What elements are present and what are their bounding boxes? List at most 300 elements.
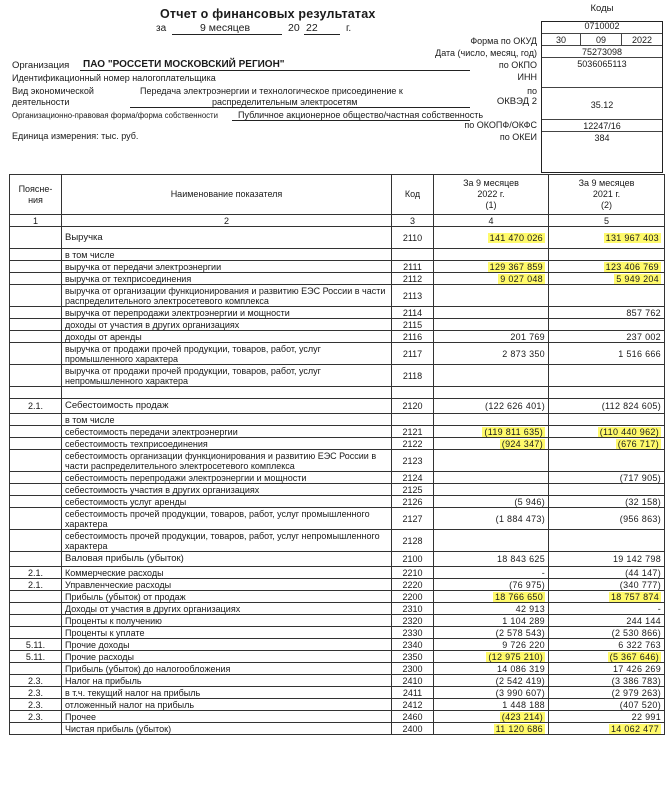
header-name: Наименование показателя (62, 175, 392, 215)
cell-name-text: Прочее (65, 711, 96, 722)
cell-name (62, 508, 392, 530)
cell-name (62, 530, 392, 552)
cell-note-text: 2.3. (27, 711, 43, 722)
date-month: 09 (595, 35, 606, 45)
cell-note (10, 319, 62, 331)
org-underline (80, 70, 470, 71)
cell-code (392, 307, 434, 319)
table-row (10, 508, 665, 530)
activity-label-2: деятельности (12, 97, 70, 107)
cell-name-text: себестоимость прочей продукции, товаров, работ, услуг непромышленного характера (65, 530, 380, 551)
cell-note-text: 5.11. (25, 651, 46, 662)
cell-value-2021 (549, 591, 665, 603)
year-underline (304, 34, 340, 35)
cell-code-text: 2117 (402, 348, 423, 359)
cell-note-text: 2.3. (27, 699, 43, 710)
cell-value-2022 (434, 567, 549, 579)
cell-value-2021 (549, 496, 665, 508)
header-2021-line3: (2) (601, 200, 612, 210)
cell-note (10, 484, 62, 496)
cell-value-2021 (549, 615, 665, 627)
cell-code (392, 687, 434, 699)
cell-value-2022-text: - (541, 567, 545, 578)
cell-value-2021 (549, 484, 665, 496)
cell-note (10, 438, 62, 450)
cell-value-2021-text: (32 158) (625, 496, 661, 507)
year-suffix: г. (346, 23, 352, 34)
cell-name (62, 699, 392, 711)
header-2022-line3: (1) (485, 200, 497, 210)
cell-name (62, 343, 392, 365)
table-header-row (10, 175, 665, 215)
cell-name (62, 426, 392, 438)
activity-value-1: Передача электроэнергии и технологическое присоединение к (140, 86, 403, 96)
cell-value-2021 (549, 675, 665, 687)
cell-value-2022-text: (2 542 419) (495, 675, 545, 686)
cell-code (392, 285, 434, 307)
cell-code-text: 2111 (403, 261, 422, 272)
cell-value-2022-text: 18 843 625 (496, 554, 545, 564)
cell-value-2022 (434, 579, 549, 591)
cell-value-2021 (549, 387, 665, 399)
cell-value-2021 (549, 343, 665, 365)
cell-code-text: 2125 (402, 484, 423, 495)
cell-value-2022-text: 201 769 (510, 331, 545, 342)
cell-value-2022-text: 14 086 319 (496, 663, 545, 674)
cell-code-text: 2126 (402, 496, 423, 507)
cell-value-2021 (549, 627, 665, 639)
cell-value-2021 (549, 639, 665, 651)
cell-name (62, 663, 392, 675)
cell-value-2021-text: (407 520) (619, 699, 661, 710)
table-row (10, 663, 665, 675)
cell-name-text: себестоимость услуг аренды (65, 496, 187, 507)
table-row (10, 711, 665, 723)
codes-box (541, 3, 663, 173)
cell-code (392, 227, 434, 249)
cell-code (392, 627, 434, 639)
cell-name-text: себестоимость передачи электроэнергии (65, 426, 238, 437)
cell-value-2021 (549, 687, 665, 699)
cell-note (10, 227, 62, 249)
cell-code-text: 2121 (402, 426, 423, 437)
table-row (10, 615, 665, 627)
cell-name (62, 365, 392, 387)
cell-note (10, 365, 62, 387)
cell-name-text: Прибыль (убыток) от продаж (65, 591, 186, 602)
cell-note-text: 5.11. (25, 639, 46, 650)
cell-note (10, 567, 62, 579)
cell-value-2021-text: 244 144 (626, 615, 661, 626)
cell-value-2022-text: (2 578 543) (495, 627, 545, 638)
cell-code-text: 2411 (402, 687, 423, 698)
cell-name (62, 438, 392, 450)
table-row (10, 723, 665, 735)
cell-note (10, 651, 62, 663)
cell-code-text: 2310 (402, 603, 423, 614)
cell-value-2021 (549, 472, 665, 484)
cell-code (392, 365, 434, 387)
cell-value-2021 (549, 399, 665, 414)
period-underline (172, 34, 282, 35)
cell-code (392, 484, 434, 496)
cell-name-text: себестоимость прочей продукции, товаров, работ, услуг промышленного характера (65, 508, 370, 529)
activity-label-1: Вид экономической (12, 86, 94, 96)
cell-code (392, 472, 434, 484)
cell-code (392, 387, 434, 399)
cell-value-2021-text: 857 762 (626, 307, 661, 318)
cell-value-2021 (549, 450, 665, 472)
colnum-5: 5 (549, 215, 665, 227)
date-year: 2022 (631, 35, 653, 45)
cell-value-2022 (434, 675, 549, 687)
inn-label: Идентификационный номер налогоплательщика (12, 73, 216, 83)
cell-code (392, 663, 434, 675)
colnum-4: 4 (434, 215, 549, 227)
cell-value-2022 (434, 319, 549, 331)
cell-name-text: Себестоимость продаж (65, 400, 169, 411)
cell-value-2022 (434, 484, 549, 496)
cell-value-2022 (434, 365, 549, 387)
cell-name (62, 639, 392, 651)
cell-value-2021 (549, 508, 665, 530)
cell-code (392, 723, 434, 735)
cell-note (10, 530, 62, 552)
cell-value-2022-text: (76 975) (509, 579, 545, 590)
cell-name-text: доходы от участия в других организациях (65, 319, 240, 330)
inn-value: 5036065113 (542, 57, 662, 88)
cell-value-2022 (434, 508, 549, 530)
cell-name-text: себестоимость организации функционирования и развитию ЕЭС России в части распределительного электросетевого комплекса (65, 450, 377, 471)
cell-value-2021-text: (110 440 962) (599, 426, 659, 437)
okopf-label: по ОКОПФ/ОКФС (464, 120, 537, 130)
cell-value-2022-text: 129 367 859 (489, 261, 543, 272)
cell-value-2021-text: (956 863) (619, 513, 661, 524)
table-row (10, 414, 665, 426)
cell-value-2021-text: (2 530 866) (611, 627, 661, 638)
cell-name (62, 651, 392, 663)
cell-name (62, 579, 392, 591)
header-note: Поясне-ния (10, 175, 62, 215)
header-period-2021 (549, 175, 665, 215)
cell-code (392, 508, 434, 530)
cell-code (392, 711, 434, 723)
cell-code (392, 552, 434, 567)
cell-code (392, 261, 434, 273)
cell-note-text: 2.1. (27, 401, 43, 411)
codes-header: Коды (590, 3, 614, 14)
cell-name (62, 414, 392, 426)
cell-value-2021-text: 1 516 666 (618, 348, 661, 359)
cell-note (10, 579, 62, 591)
cell-note (10, 249, 62, 261)
cell-code-text: 2127 (402, 513, 423, 524)
cell-value-2021 (549, 273, 665, 285)
cell-name-text: в т.ч. текущий налог на прибыль (65, 687, 201, 698)
cell-name-text: Проценты к получению (65, 615, 162, 626)
cell-value-2022-text: 2 873 350 (502, 348, 545, 359)
cell-code-text: 2330 (402, 627, 423, 638)
cell-note (10, 639, 62, 651)
cell-value-2021 (549, 711, 665, 723)
org-value: ПАО "РОССЕТИ МОСКОВСКИЙ РЕГИОН" (83, 59, 285, 70)
okei-label: по ОКЕИ (499, 132, 537, 142)
table-row (10, 699, 665, 711)
cell-name-text: Доходы от участия в других организациях (65, 603, 241, 614)
table-row (10, 603, 665, 615)
cell-name (62, 723, 392, 735)
cell-value-2021-text: 19 142 798 (612, 554, 661, 564)
cell-code-text: 2113 (402, 290, 423, 301)
cell-name (62, 496, 392, 508)
header-2022-line2: 2022 г. (477, 189, 505, 199)
cell-code (392, 496, 434, 508)
cell-value-2022-text: 42 913 (515, 603, 545, 614)
cell-code-text: 2118 (402, 370, 423, 381)
activity-underline (130, 107, 470, 108)
cell-name (62, 603, 392, 615)
period-prefix: за (156, 23, 167, 34)
cell-code (392, 249, 434, 261)
cell-name-text: выручка от организации функционирования и развитию ЕЭС России в части распределительного электросетевого комплекса (65, 285, 386, 306)
cell-code (392, 675, 434, 687)
cell-note (10, 331, 62, 343)
cell-value-2022 (434, 711, 549, 723)
cell-note (10, 687, 62, 699)
table-row (10, 552, 665, 567)
cell-code-text: 2350 (402, 651, 423, 662)
okud-value: 0710002 (584, 21, 620, 31)
table-row (10, 343, 665, 365)
cell-code (392, 579, 434, 591)
cell-code (392, 343, 434, 365)
cell-note (10, 285, 62, 307)
cell-code-text: 2114 (402, 307, 423, 318)
cell-value-2021-text: 17 426 269 (612, 663, 661, 674)
cell-name-text: выручка от техприсоединения (65, 273, 192, 284)
cell-value-2021-text: 131 967 403 (605, 232, 659, 243)
opf-value: Публичное акционерное общество/частная собственность (238, 110, 484, 120)
cell-note (10, 496, 62, 508)
cell-name (62, 249, 392, 261)
cell-code (392, 530, 434, 552)
cell-name (62, 627, 392, 639)
cell-value-2022 (434, 285, 549, 307)
cell-note (10, 615, 62, 627)
cell-name (62, 591, 392, 603)
cell-value-2021 (549, 414, 665, 426)
cell-note (10, 273, 62, 285)
table-row (10, 365, 665, 387)
cell-code-text: 2220 (402, 579, 423, 590)
table-row (10, 285, 665, 307)
cell-value-2021-text: (2 979 263) (611, 687, 661, 698)
cell-code-text: 2120 (402, 401, 423, 411)
cell-value-2022 (434, 227, 549, 249)
cell-code (392, 699, 434, 711)
cell-name (62, 387, 392, 399)
cell-code (392, 414, 434, 426)
cell-value-2021-text: (44 147) (625, 567, 661, 578)
cell-value-2022 (434, 387, 549, 399)
table-row (10, 567, 665, 579)
cell-value-2021 (549, 285, 665, 307)
cell-note (10, 387, 62, 399)
activity-value-2: распределительным электросетям (212, 97, 358, 107)
table-row (10, 651, 665, 663)
cell-note (10, 627, 62, 639)
cell-code-text: 2123 (402, 455, 423, 466)
cell-value-2022-text: 18 766 650 (494, 591, 543, 602)
cell-value-2021 (549, 261, 665, 273)
colnum-3: 3 (392, 215, 434, 227)
cell-value-2022 (434, 699, 549, 711)
okved-prefix: по (527, 86, 537, 96)
cell-code (392, 331, 434, 343)
cell-code-text: 2122 (402, 438, 423, 449)
cell-value-2021 (549, 651, 665, 663)
table-row (10, 399, 665, 414)
date-day: 30 (555, 35, 566, 45)
cell-value-2021-text: 123 406 769 (605, 261, 659, 272)
cell-value-2021 (549, 699, 665, 711)
cell-name-text: выручка от передачи электроэнергии (65, 261, 222, 272)
cell-name-text: выручка от перепродажи электроэнергии и мощности (65, 307, 290, 318)
header-2021-line2: 2021 г. (592, 189, 621, 199)
cell-name (62, 552, 392, 567)
cell-value-2022-text: (924 347) (501, 438, 543, 449)
cell-code-text: 2110 (402, 232, 423, 243)
cell-name (62, 307, 392, 319)
cell-value-2022 (434, 426, 549, 438)
cell-name-text: выручка от продажи прочей продукции, товаров, работ, услуг непромышленного характера (65, 365, 321, 386)
cell-value-2022-text: (5 946) (514, 496, 545, 507)
cell-value-2021 (549, 249, 665, 261)
cell-code-text: 2320 (402, 615, 423, 626)
cell-value-2022 (434, 651, 549, 663)
cell-code-text: 2400 (402, 723, 423, 734)
inn-code-label: ИНН (517, 72, 537, 82)
cell-value-2021 (549, 567, 665, 579)
header-code: Код (392, 175, 434, 215)
table-row (10, 639, 665, 651)
okopf-value: 12247/16 (542, 119, 662, 132)
date-label: Дата (число, месяц, год) (435, 48, 537, 58)
cell-value-2021-text: 237 002 (626, 331, 661, 342)
cell-note (10, 675, 62, 687)
cell-note (10, 261, 62, 273)
cell-name (62, 675, 392, 687)
cell-value-2021 (549, 530, 665, 552)
header-2022-line1: За 9 месяцев (463, 178, 519, 188)
cell-value-2022-text: (122 626 401) (485, 401, 545, 411)
cell-value-2022-text: 141 470 026 (489, 232, 543, 243)
table-row (10, 472, 665, 484)
table-row (10, 675, 665, 687)
table-row (10, 261, 665, 273)
cell-name-text: себестоимость перепродажи электроэнергии и мощности (65, 472, 307, 483)
cell-value-2022 (434, 627, 549, 639)
cell-name (62, 319, 392, 331)
period-year-part1: 20 (288, 22, 300, 34)
cell-code-text: 2100 (402, 554, 423, 564)
cell-value-2022-text: (1 884 473) (495, 513, 545, 524)
colnum-1: 1 (10, 215, 62, 227)
table-row (10, 438, 665, 450)
header-period-2022 (434, 175, 549, 215)
cell-value-2022-text: (423 214) (501, 711, 543, 722)
table-row (10, 249, 665, 261)
okei-value: 384 (542, 131, 662, 144)
cell-code-text: 2112 (402, 273, 423, 284)
cell-value-2022 (434, 496, 549, 508)
cell-value-2021-text: (676 717) (617, 438, 659, 449)
cell-name-text: Прочие расходы (65, 651, 134, 662)
cell-note (10, 508, 62, 530)
cell-code-text: 2300 (402, 663, 423, 674)
cell-note (10, 414, 62, 426)
cell-name-text: доходы от аренды (65, 331, 142, 342)
table-row (10, 450, 665, 472)
cell-note-text: 2.3. (27, 687, 43, 698)
cell-note-text: 2.1. (27, 567, 43, 578)
cell-value-2021-text: 5 949 204 (616, 273, 659, 284)
cell-name (62, 484, 392, 496)
cell-note (10, 450, 62, 472)
cell-name-text: Чистая прибыль (убыток) (65, 723, 172, 734)
table-row (10, 331, 665, 343)
cell-value-2022 (434, 261, 549, 273)
cell-name (62, 273, 392, 285)
cell-value-2021 (549, 579, 665, 591)
cell-code-text: 2115 (402, 319, 423, 330)
okpo-label: по ОКПО (498, 60, 537, 70)
cell-value-2022 (434, 472, 549, 484)
cell-name-text: Коммерческие расходы (65, 567, 164, 578)
cell-code-text: 2116 (402, 331, 423, 342)
cell-name (62, 472, 392, 484)
cell-value-2022 (434, 591, 549, 603)
cell-code-text: 2210 (402, 567, 423, 578)
table-row (10, 530, 665, 552)
report-title: Отчет о финансовых результатах (160, 7, 376, 21)
cell-value-2022 (434, 639, 549, 651)
cell-code-text: 2340 (402, 639, 423, 650)
cell-value-2022 (434, 615, 549, 627)
okpo-value: 75273098 (542, 45, 662, 58)
cell-name-text: Выручка (65, 231, 103, 243)
cell-code-text: 2410 (402, 675, 423, 686)
period-year-part2: 22 (306, 22, 318, 34)
cell-value-2022 (434, 343, 549, 365)
cell-value-2021-text: 22 991 (631, 711, 661, 722)
cell-value-2021 (549, 723, 665, 735)
cell-note (10, 723, 62, 735)
cell-value-2021 (549, 227, 665, 249)
cell-name-text: Прочие доходы (65, 639, 130, 650)
cell-value-2022 (434, 307, 549, 319)
cell-value-2022-text: 1 448 188 (502, 699, 545, 710)
table-row (10, 387, 665, 399)
cell-note (10, 343, 62, 365)
cell-value-2021 (549, 365, 665, 387)
cell-code-text: 2412 (402, 699, 423, 710)
cell-name-text: Управленческие расходы (65, 579, 172, 590)
cell-value-2021-text: (717 905) (619, 472, 661, 483)
cell-name (62, 227, 392, 249)
table-body (10, 227, 665, 735)
period-value: 9 месяцев (200, 22, 251, 34)
